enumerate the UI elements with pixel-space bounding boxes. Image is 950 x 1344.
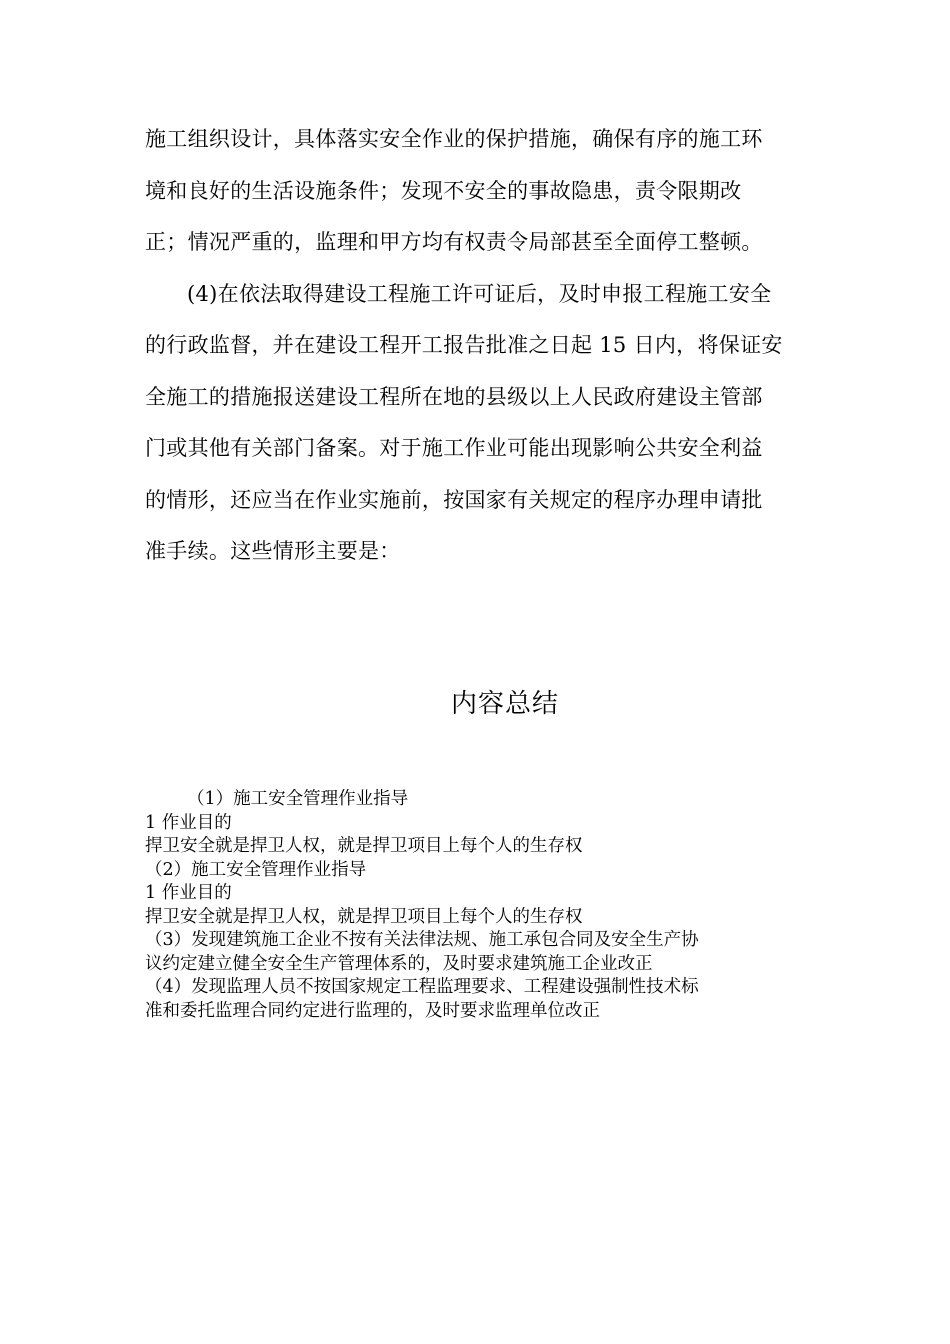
summary-line: 准和委托监理合同约定进行监理的，及时要求监理单位改正 xyxy=(145,1000,600,1021)
body-text xyxy=(145,114,805,578)
summary-line: （1）施工安全管理作业指导 xyxy=(187,789,409,809)
paragraph-line: 准手续。这些情形主要是： xyxy=(145,539,401,563)
paragraph-line: 的行政监督，并在建设工程开工报告批准之日起 15 日内，将保证安 xyxy=(145,333,783,357)
summary-line: 1 作业目的 xyxy=(145,883,232,903)
summary-line: 1 作业目的 xyxy=(145,812,232,833)
summary-line: （2）施工安全管理作业指导 xyxy=(145,859,367,880)
paragraph-line: 的情形，还应当在作业实施前，按国家有关规定的程序办理申请批 xyxy=(145,487,763,512)
paragraph-line: 门或其他有关部门备案。对于施工作业可能出现影响公共安全利益 xyxy=(145,436,763,460)
paragraph-line: 施工组织设计，具体落实安全作业的保护措施，确保有序的施工环 xyxy=(145,127,763,151)
summary-line: （4）发现监理人员不按国家规定工程监理要求、工程建设强制性技术标 xyxy=(145,977,699,997)
summary-line: （3）发现建筑施工企业不按有关法律法规、施工承包合同及安全生产协 xyxy=(145,930,699,950)
paragraph-line: 正；情况严重的，监理和甲方均有权责令局部甚至全面停工整顿。 xyxy=(145,230,763,254)
summary-line: 议约定建立健全安全生产管理体系的，及时要求建筑施工企业改正 xyxy=(145,953,653,974)
summary-title: 内容总结 xyxy=(450,689,559,719)
summary-line: 捍卫安全就是捍卫人权，就是捍卫项目上每个人的生存权 xyxy=(145,906,583,927)
paragraph-line: (4)在依法取得建设工程施工许可证后，及时申报工程施工安全 xyxy=(187,281,772,306)
summary-section xyxy=(145,788,805,1023)
paragraph-1 xyxy=(145,114,805,269)
paragraph-line: 全施工的措施报送建设工程所在地的县级以上人民政府建设主管部 xyxy=(145,384,763,409)
summary-line: 捍卫安全就是捍卫人权，就是捍卫项目上每个人的生存权 xyxy=(145,836,583,856)
paragraph-line: 境和良好的生活设施条件；发现不安全的事故隐患，责令限期改 xyxy=(145,178,742,203)
paragraph-2 xyxy=(145,269,805,578)
